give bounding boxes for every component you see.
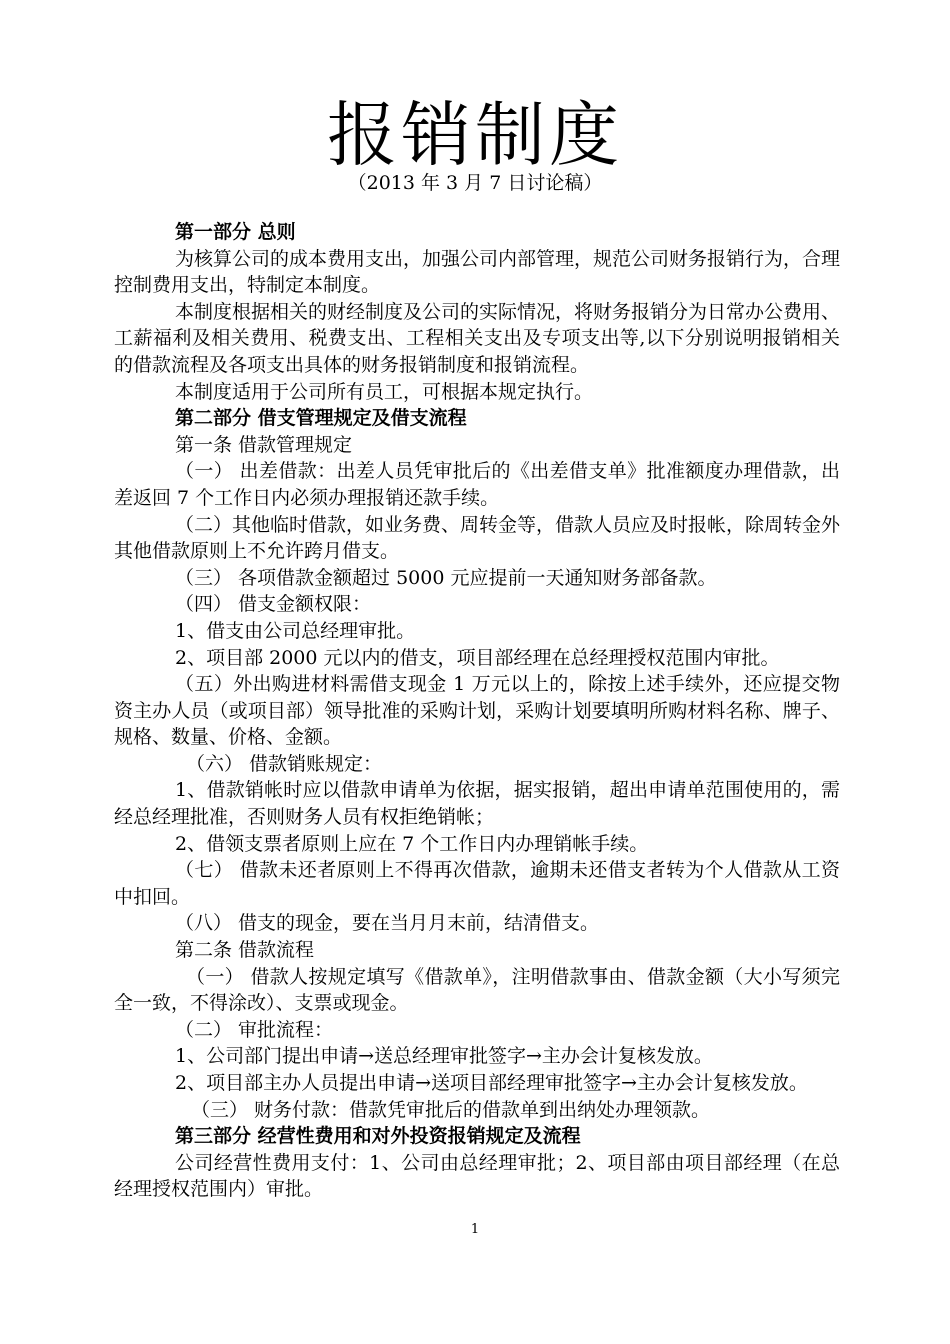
document-body	[114, 219, 840, 1203]
document-title: 报销制度	[327, 94, 623, 176]
section-heading-1: 第一部分 总则	[175, 221, 296, 243]
paragraph: （一） 借款人按规定填写《借款单》，注明借款事由、借款金额（大小写须完全一致，不得涂改）、支票或现金。	[114, 965, 840, 1015]
paragraph: （一） 出差借款：出差人员凭审批后的《出差借支单》批准额度办理借款，出差返回 7 个工作日内必须办理报销还款手续。	[114, 460, 840, 509]
paragraph: （六） 借款销账规定：	[186, 752, 383, 775]
document-subtitle: （2013 年 3 月 7 日讨论稿）	[347, 172, 603, 194]
paragraph: 2、项目部主办人员提出申请→送项目部经理审批签字→主办会计复核发放。	[175, 1072, 808, 1094]
paragraph: （八） 借支的现金，要在当月月末前，结清借支。	[175, 912, 600, 935]
paragraph: （七） 借款未还者原则上不得再次借款，逾期未还借支者转为个人借款从工资中扣回。	[114, 859, 840, 908]
paragraph: （三） 各项借款金额超过 5000 元应提前一天通知财务部备款。	[175, 566, 717, 589]
paragraph: 1、借款销帐时应以借款申请单为依据，据实报销，超出申请单范围使用的，需经总经理批准，否则财务人员有权拒绝销帐；	[114, 779, 840, 829]
paragraph: 2、借领支票者原则上应在 7 个工作日内办理销帐手续。	[175, 832, 649, 855]
article-heading-1: 第一条 借款管理规定	[175, 433, 353, 456]
paragraph: 本制度根据相关的财经制度及公司的实际情况，将财务报销分为日常办公费用、工薪福利及相关费用、税费支出、工程相关支出及专项支出等,以下分别说明报销相关的借款流程及各项支出具体的财务报销制度和报销流程。	[114, 300, 841, 376]
paragraph: （二） 审批流程：	[175, 1018, 334, 1041]
section-heading-2: 第二部分 借支管理规定及借支流程	[175, 407, 467, 430]
paragraph: 1、公司部门提出申请→送总经理审批签字→主办会计复核发放。	[175, 1045, 713, 1068]
section-heading-3: 第三部分 经营性费用和对外投资报销规定及流程	[175, 1125, 581, 1148]
page-number: 1	[470, 1222, 480, 1237]
paragraph: 公司经营性费用支付：1、公司由总经理审批；2、项目部由项目部经理（在总经理授权范围内）审批。	[114, 1151, 840, 1201]
paragraph: 2、项目部 2000 元以内的借支，项目部经理在总经理授权范围内审批。	[175, 646, 780, 669]
paragraph: （二）其他临时借款，如业务费、周转金等，借款人员应及时报帐，除周转金外其他借款原则上不允许跨月借支。	[114, 513, 841, 563]
paragraph: 本制度适用于公司所有员工，可根据本规定执行。	[175, 380, 594, 403]
paragraph: （四） 借支金额权限：	[175, 593, 372, 616]
article-heading-2: 第二条 借款流程	[175, 939, 315, 962]
paragraph: 1、借支由公司总经理审批。	[175, 619, 416, 642]
paragraph: （五）外出购进材料需借支现金 1 万元以上的，除按上述手续外，还应提交物资主办人员（或项目部）领导批准的采购计划，采购计划要填明所购材料名称、牌子、规格、数量、价格、金额。	[114, 673, 840, 749]
paragraph: （三） 财务付款：借款凭审批后的借款单到出纳处办理领款。	[191, 1098, 711, 1121]
paragraph: 为核算公司的成本费用支出，加强公司内部管理，规范公司财务报销行为，合理控制费用支出，特制定本制度。	[114, 247, 841, 297]
